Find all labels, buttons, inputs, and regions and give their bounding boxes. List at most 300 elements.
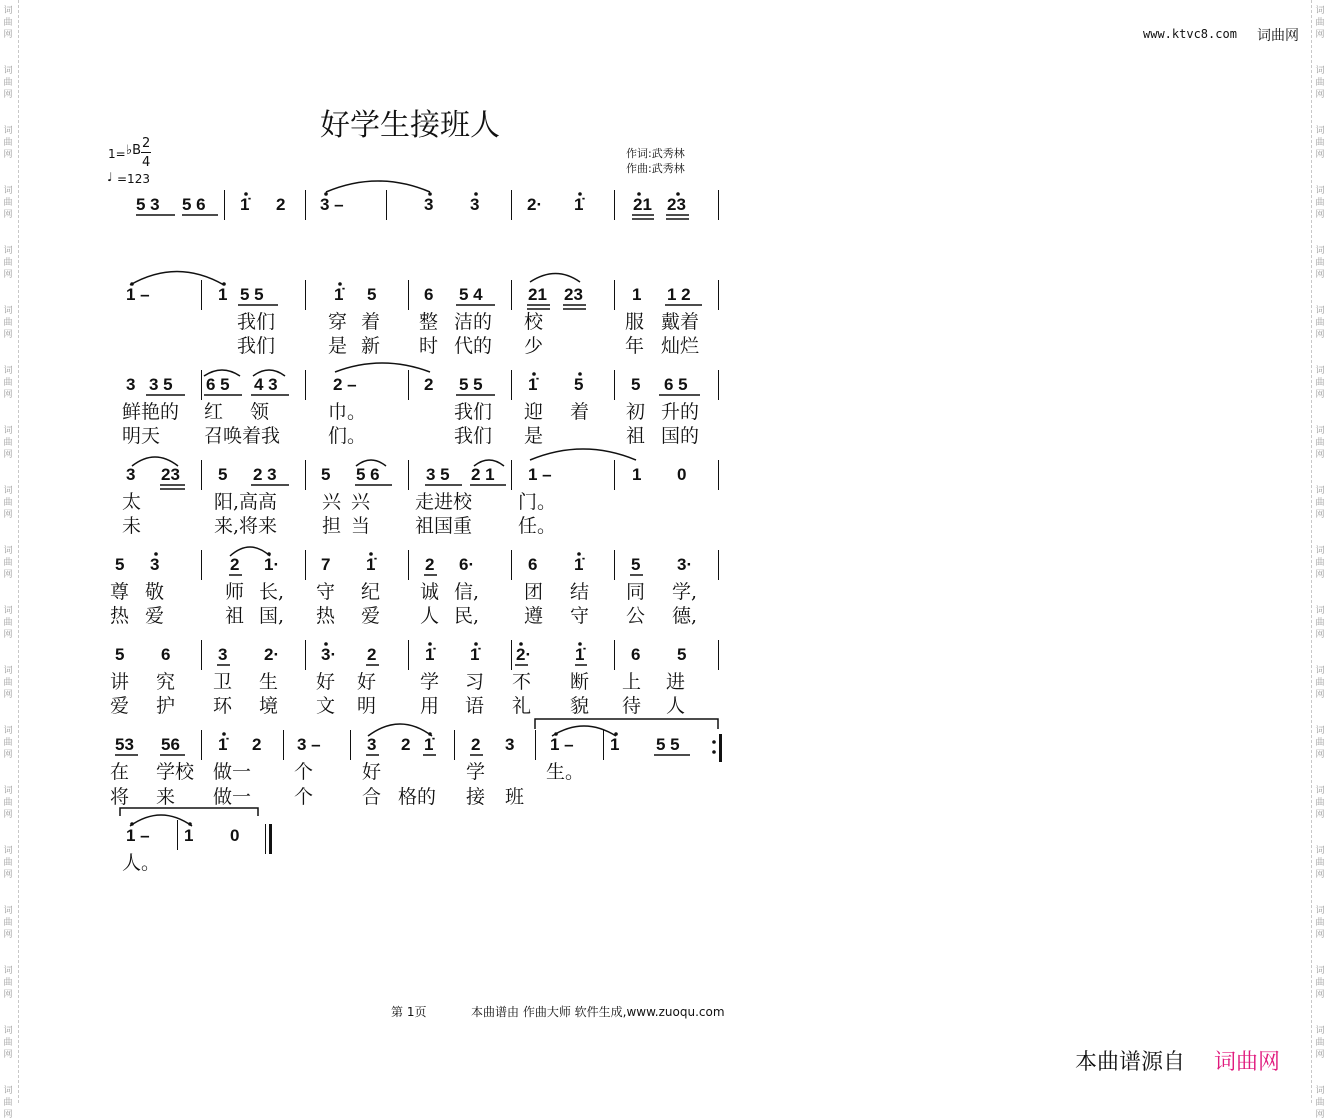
watermark-glyph: 词	[3, 66, 13, 76]
watermark-glyph: 曲	[1315, 978, 1325, 988]
watermark-glyph: 曲	[3, 138, 13, 148]
lyric: 学	[466, 761, 486, 783]
note: 3 –	[320, 195, 344, 214]
note: 5	[321, 465, 331, 484]
note: 1	[184, 826, 194, 845]
lyric: 学校	[156, 761, 195, 783]
bar-line	[603, 730, 604, 760]
watermark-glyph: 词	[1315, 1086, 1325, 1096]
bar-line	[224, 190, 225, 220]
watermark-glyph: 网	[1315, 1110, 1325, 1120]
bar-line	[614, 370, 615, 400]
note: 6	[528, 555, 538, 574]
note-pair: 3 5	[149, 375, 173, 394]
watermark-glyph: 词	[1315, 786, 1325, 796]
watermark-glyph: 词	[1315, 486, 1325, 496]
composer: 作曲:武秀林	[626, 162, 685, 175]
watermark-glyph: 网	[3, 150, 13, 160]
watermark-glyph: 网	[1315, 750, 1325, 760]
lyric: 兴	[351, 491, 371, 513]
lyric: 少	[524, 335, 544, 357]
lyric: 任。	[518, 515, 557, 537]
lyric: 讲	[110, 671, 130, 693]
watermark-glyph: 网	[1315, 270, 1325, 280]
lyric: 生。	[546, 761, 585, 783]
note: 3 –	[297, 735, 321, 754]
watermark-glyph: 词	[3, 606, 13, 616]
watermark-glyph: 词	[3, 1086, 13, 1096]
bar-line	[177, 820, 178, 850]
lyric: 长,	[259, 581, 285, 603]
lyric: 德,	[672, 605, 698, 627]
lyric: 做一	[213, 786, 252, 808]
lyric: 爱	[110, 695, 130, 717]
watermark-glyph: 网	[1315, 450, 1325, 460]
bar-line	[511, 190, 512, 220]
bar-line	[305, 640, 306, 670]
note: 3	[126, 375, 136, 394]
watermark-glyph: 网	[1315, 150, 1325, 160]
note-pair: 1 2	[667, 285, 691, 304]
lyric: 我们	[237, 335, 276, 357]
note-pair: 2 3	[253, 465, 277, 484]
bar-line	[305, 190, 306, 220]
site-name[interactable]: 词曲网	[1257, 28, 1299, 44]
lyric: 爱	[361, 605, 381, 627]
watermark-glyph: 网	[3, 630, 13, 640]
lyric: 整	[419, 311, 439, 333]
lyric: 好	[357, 671, 377, 693]
note: 5	[115, 555, 125, 574]
note: 6	[424, 285, 434, 304]
note: 1̇	[240, 195, 250, 214]
note-pair: 5 3	[136, 195, 160, 214]
lyric: 来	[156, 786, 176, 808]
note: 2	[401, 735, 411, 754]
watermark-glyph: 曲	[1315, 318, 1325, 328]
watermark-glyph: 网	[1315, 390, 1325, 400]
site-url[interactable]: www.ktvc8.com	[1143, 27, 1237, 41]
watermark-glyph: 曲	[1315, 198, 1325, 208]
lyric: 生	[259, 671, 279, 693]
lyric: 是	[328, 335, 348, 357]
note: 5	[367, 285, 377, 304]
note: 1̇	[574, 555, 584, 574]
watermark-glyph: 词	[1315, 846, 1325, 856]
watermark-glyph: 网	[3, 390, 13, 400]
note: 3·	[321, 645, 337, 664]
watermark-glyph: 曲	[3, 978, 13, 988]
note: 23	[161, 465, 180, 484]
watermark-glyph: 曲	[3, 738, 13, 748]
note: 1̇	[424, 735, 434, 754]
watermark-glyph: 词	[3, 1026, 13, 1036]
note-pair: 5 6	[182, 195, 206, 214]
bar-line	[614, 460, 615, 490]
lyric: 信,	[454, 581, 480, 603]
note: 5	[574, 375, 584, 394]
note: 2	[471, 735, 481, 754]
watermark-glyph: 网	[1315, 810, 1325, 820]
watermark-glyph: 词	[3, 6, 13, 16]
watermark-glyph: 词	[3, 666, 13, 676]
note: 3	[126, 465, 136, 484]
lyric: 不	[512, 671, 532, 693]
watermark-glyph: 网	[3, 990, 13, 1000]
lyric: 热	[316, 605, 336, 627]
lyric: 格的	[398, 786, 437, 808]
bar-line	[718, 550, 719, 580]
watermark-glyph: 曲	[1315, 858, 1325, 868]
source-label: 本曲谱源自	[1075, 1050, 1186, 1075]
page-number: 第 1页	[391, 1005, 427, 1019]
note: 3	[218, 645, 228, 664]
source-link[interactable]: 词曲网	[1214, 1050, 1281, 1075]
note: 3	[505, 735, 515, 754]
lyric: 祖国重	[415, 515, 473, 537]
watermark-glyph: 网	[3, 30, 13, 40]
note: 3	[150, 555, 160, 574]
key-accidental: ♭B	[126, 143, 142, 158]
lyric: 礼	[512, 695, 532, 717]
watermark-glyph: 曲	[1315, 138, 1325, 148]
lyric: 阳,高高	[214, 491, 278, 513]
note: 1̇	[574, 195, 584, 214]
note: 1̇	[218, 735, 228, 754]
watermark-glyph: 词	[1315, 546, 1325, 556]
note: 2	[425, 555, 435, 574]
watermark-glyph: 曲	[3, 918, 13, 928]
watermark-glyph: 曲	[3, 558, 13, 568]
bar-line	[305, 370, 306, 400]
note: 1	[610, 735, 620, 754]
note: 5	[631, 555, 641, 574]
note: 5	[218, 465, 228, 484]
note: 6	[631, 645, 641, 664]
note: 2·	[527, 195, 543, 214]
lyric: 守	[570, 605, 590, 627]
lyric: 团	[524, 581, 544, 603]
watermark-glyph: 词	[3, 426, 13, 436]
note: 0	[677, 465, 687, 484]
watermark-glyph: 网	[1315, 870, 1325, 880]
bar-line	[454, 730, 455, 760]
lyric: 在	[110, 761, 130, 783]
watermark-glyph: 网	[3, 810, 13, 820]
note: 2·	[516, 645, 532, 664]
watermark-glyph: 曲	[3, 1038, 13, 1048]
watermark-glyph: 曲	[1315, 258, 1325, 268]
watermark-glyph: 网	[3, 1050, 13, 1060]
note: 7	[321, 555, 331, 574]
note-pair: 6 5	[664, 375, 688, 394]
watermark-glyph: 网	[1315, 330, 1325, 340]
bar-line	[511, 370, 512, 400]
note: 3·	[677, 555, 693, 574]
watermark-glyph: 网	[1315, 570, 1325, 580]
watermark-glyph: 网	[1315, 690, 1325, 700]
lyric: 来,将来	[214, 515, 278, 537]
lyric: 未	[122, 515, 142, 537]
bar-line	[614, 280, 615, 310]
note: 2	[424, 375, 434, 394]
lyric: 好	[362, 761, 382, 783]
watermark-glyph: 曲	[1315, 738, 1325, 748]
note: 56	[161, 735, 180, 754]
watermark-glyph: 词	[3, 126, 13, 136]
bar-line	[201, 280, 202, 310]
lyric: 究	[156, 671, 176, 693]
note: 5	[115, 645, 125, 664]
lyric: 明	[357, 695, 377, 717]
lyric: 师	[225, 581, 245, 603]
lyricist: 作词:武秀林	[626, 147, 685, 160]
watermark-glyph: 词	[1315, 1026, 1325, 1036]
lyric: 祖	[225, 605, 245, 627]
watermark-glyph: 词	[3, 846, 13, 856]
lyric: 进	[666, 671, 686, 693]
note: 21	[528, 285, 547, 304]
watermark-glyph: 词	[1315, 306, 1325, 316]
watermark-glyph: 词	[3, 246, 13, 256]
bar-line	[718, 280, 719, 310]
lyric: 年	[625, 335, 645, 357]
watermark-glyph: 曲	[1315, 1038, 1325, 1048]
watermark-glyph: 词	[1315, 186, 1325, 196]
watermark-glyph: 网	[3, 270, 13, 280]
watermark-glyph: 曲	[3, 318, 13, 328]
bar-line	[718, 460, 719, 490]
lyric: 红	[204, 401, 224, 423]
lyric: 热	[110, 605, 130, 627]
lyric: 民,	[454, 605, 480, 627]
watermark-glyph: 词	[1315, 426, 1325, 436]
bar-line	[265, 824, 266, 854]
bar-line	[614, 550, 615, 580]
lyric: 校	[524, 311, 544, 333]
lyric: 召唤着我	[204, 425, 281, 447]
watermark-glyph: 词	[1315, 366, 1325, 376]
note: 1̇	[528, 375, 538, 394]
lyric: 服	[625, 311, 645, 333]
note: 1·	[264, 555, 280, 574]
lyric: 卫	[213, 671, 233, 693]
watermark-glyph: 曲	[1315, 378, 1325, 388]
note-pair: 5 5	[656, 735, 680, 754]
bar-line	[408, 460, 409, 490]
lyric: 担	[322, 515, 342, 537]
watermark-glyph: 网	[1315, 930, 1325, 940]
watermark-glyph: 网	[3, 1110, 13, 1120]
tempo: =123	[117, 172, 150, 186]
lyric: 灿烂	[661, 335, 700, 357]
bar-line	[718, 640, 719, 670]
lyric: 当	[351, 515, 371, 537]
lyric: 升的	[661, 401, 700, 423]
note: 2·	[264, 645, 280, 664]
note-pair: 4 3	[254, 375, 278, 394]
note: 6·	[459, 555, 475, 574]
note-pair: 5 5	[240, 285, 264, 304]
note: 6	[161, 645, 171, 664]
song-title: 好学生接班人	[320, 108, 500, 143]
bar-line	[305, 460, 306, 490]
watermark-glyph: 网	[1315, 30, 1325, 40]
watermark-glyph: 词	[1315, 726, 1325, 736]
lyric: 代的	[454, 335, 493, 357]
quarter-note-icon: ♩	[107, 170, 113, 184]
note: 3	[424, 195, 434, 214]
bar-line	[201, 460, 202, 490]
bar-line	[305, 550, 306, 580]
lyric: 习	[465, 671, 485, 693]
lyric: 上	[622, 671, 642, 693]
bar-line	[350, 730, 351, 760]
lyric: 巾。	[328, 401, 367, 423]
lyric: 结	[570, 581, 590, 603]
watermark-glyph: 曲	[3, 798, 13, 808]
watermark-glyph: 网	[3, 450, 13, 460]
bar-line	[511, 280, 512, 310]
lyric: 守	[316, 581, 336, 603]
note: 2	[252, 735, 262, 754]
note: 5	[631, 375, 641, 394]
lyric: 诚	[420, 581, 440, 603]
watermark-glyph: 词	[3, 186, 13, 196]
lyric: 祖	[626, 425, 646, 447]
time-signature-bottom: 4	[142, 155, 151, 170]
lyric: 洁的	[454, 311, 493, 333]
watermark-glyph: 曲	[1315, 618, 1325, 628]
time-signature-top: 2	[142, 136, 151, 151]
note: 2	[230, 555, 240, 574]
watermark-glyph: 曲	[1315, 678, 1325, 688]
note-pair: 5 6	[356, 465, 380, 484]
watermark-glyph: 曲	[3, 378, 13, 388]
bar-line	[408, 370, 409, 400]
note: 1̇	[366, 555, 376, 574]
bar-line	[511, 460, 512, 490]
lyric: 断	[570, 671, 590, 693]
lyric: 着	[361, 311, 381, 333]
lyric: 境	[259, 695, 279, 717]
watermark-glyph: 词	[3, 786, 13, 796]
watermark-glyph: 曲	[1315, 438, 1325, 448]
lyric: 我们	[454, 425, 493, 447]
watermark-glyph: 曲	[3, 78, 13, 88]
watermark-glyph: 网	[3, 570, 13, 580]
note: 1 –	[126, 285, 150, 304]
lyric: 爱	[145, 605, 165, 627]
watermark-glyph: 网	[3, 210, 13, 220]
watermark-glyph: 曲	[1315, 798, 1325, 808]
watermark-glyph: 词	[1315, 66, 1325, 76]
watermark-glyph: 曲	[1315, 78, 1325, 88]
watermark-glyph: 词	[1315, 606, 1325, 616]
bar-line	[201, 640, 202, 670]
lyric: 个	[294, 761, 314, 783]
bar-line	[283, 730, 284, 760]
watermark-glyph: 网	[1315, 630, 1325, 640]
lyric: 做一	[213, 761, 252, 783]
lyric: 合	[362, 786, 382, 808]
note: 1	[632, 465, 642, 484]
watermark-glyph: 网	[3, 930, 13, 940]
lyric: 我们	[237, 311, 276, 333]
watermark-glyph: 曲	[3, 678, 13, 688]
watermark-glyph: 词	[3, 546, 13, 556]
lyric: 遵	[524, 605, 544, 627]
note: 21	[633, 195, 652, 214]
bar-line	[614, 190, 615, 220]
note: 23	[564, 285, 583, 304]
bar-line	[511, 550, 512, 580]
watermark-glyph: 网	[1315, 990, 1325, 1000]
watermark-glyph: 网	[3, 870, 13, 880]
lyric: 语	[465, 695, 485, 717]
lyric: 太	[122, 491, 142, 513]
note: 1̇	[334, 285, 344, 304]
watermark-glyph: 曲	[3, 858, 13, 868]
lyric: 鲜艳的	[122, 401, 180, 423]
lyric: 新	[361, 335, 381, 357]
watermark-glyph: 曲	[1315, 1098, 1325, 1108]
watermark-glyph: 词	[3, 486, 13, 496]
lyric: 国的	[661, 425, 700, 447]
watermark-glyph: 曲	[3, 498, 13, 508]
note: 53	[115, 735, 134, 754]
lyric: 初	[626, 401, 646, 423]
lyric: 国,	[259, 605, 285, 627]
watermark-glyph: 曲	[1315, 918, 1325, 928]
bar-line	[201, 370, 202, 400]
lyric: 走进校	[415, 491, 473, 513]
lyric: 门。	[518, 491, 557, 513]
watermark-glyph: 网	[1315, 90, 1325, 100]
watermark-glyph: 词	[3, 906, 13, 916]
note: 1 –	[550, 735, 574, 754]
note: 3	[470, 195, 480, 214]
note: 1̇	[470, 645, 480, 664]
lyric: 班	[505, 786, 525, 808]
lyric: 纪	[361, 581, 381, 603]
lyric: 人	[666, 695, 686, 717]
lyric: 兴	[322, 491, 342, 513]
lyric: 用	[420, 695, 440, 717]
watermark-glyph: 网	[1315, 510, 1325, 520]
watermark-glyph: 词	[3, 306, 13, 316]
lyric: 人。	[122, 852, 161, 874]
watermark-glyph: 网	[3, 330, 13, 340]
note: 23	[667, 195, 686, 214]
watermark-glyph: 网	[3, 90, 13, 100]
bar-line	[408, 280, 409, 310]
lyric: 们。	[328, 425, 367, 447]
lyric: 领	[250, 401, 270, 423]
watermark-glyph: 词	[3, 726, 13, 736]
watermark-glyph: 曲	[1315, 558, 1325, 568]
watermark-glyph: 词	[1315, 666, 1325, 676]
lyric: 学,	[672, 581, 698, 603]
watermark-glyph: 词	[3, 366, 13, 376]
watermark-glyph: 网	[3, 510, 13, 520]
note: 1	[218, 285, 228, 304]
lyric: 迎	[524, 401, 544, 423]
watermark-glyph: 曲	[3, 618, 13, 628]
lyric: 我们	[454, 401, 493, 423]
bar-line	[535, 730, 536, 760]
bar-line	[614, 640, 615, 670]
